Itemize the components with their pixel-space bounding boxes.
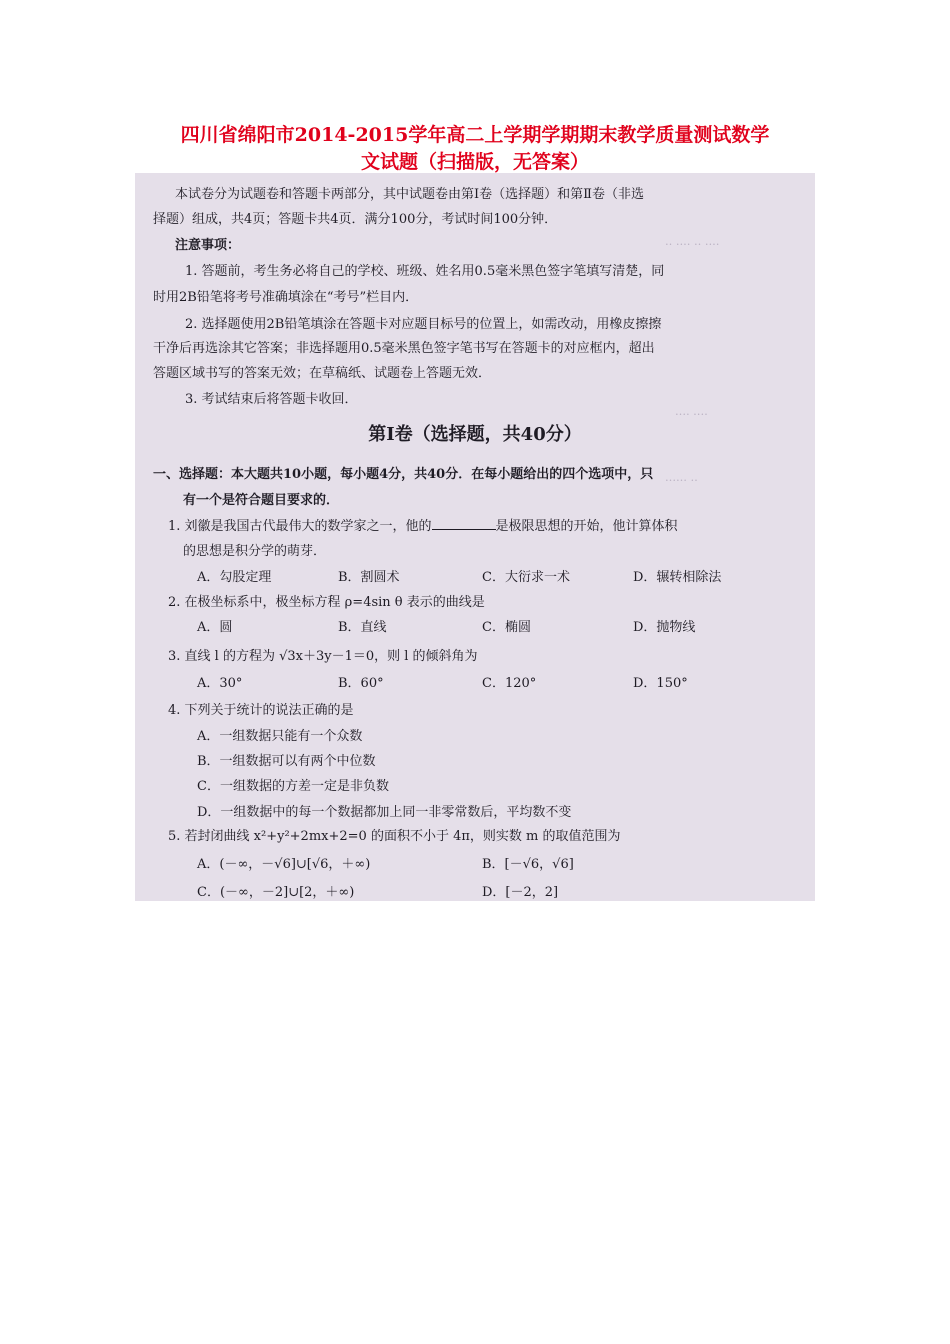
- question-5-stem: 5. 若封闭曲线 x²+y²+2mx+2=0 的面积不小于 4π，则实数 m 的取值范围为: [168, 829, 621, 844]
- question-4-option-b: B．一组数据可以有两个中位数: [197, 754, 376, 769]
- question-2-option-a: A．圆: [197, 620, 233, 635]
- question-1-stem: [168, 515, 678, 534]
- notes-heading: 注意事项：: [175, 238, 241, 253]
- scan-bleed-3: ‥‥‥ ‥: [665, 471, 698, 484]
- question-2-stem: 2. 在极坐标系中，极坐标方程 ρ=4sin θ 表示的曲线是: [168, 595, 485, 610]
- question-5-option-c: C．(－∞，－2]∪[2，＋∞): [197, 885, 355, 900]
- question-3-option-d: D．150°: [633, 676, 688, 691]
- document-title-line-1: 四川省绵阳市2014-2015学年高二上学期学期期末教学质量测试数学: [180, 124, 770, 146]
- question-4-stem: 4. 下列关于统计的说法正确的是: [168, 703, 354, 718]
- question-2-option-b: B．直线: [338, 620, 387, 635]
- scan-bleed-2: ‥‥ ‥‥: [675, 405, 708, 418]
- question-3-stem: 3. 直线 l 的方程为 √3x＋3y－1＝0，则 l 的倾斜角为: [168, 649, 478, 664]
- question-3-option-a: A．30°: [197, 676, 243, 691]
- note-2-line-1: 2. 选择题使用2B铅笔填涂在答题卡对应题目标号的位置上，如需改动，用橡皮擦擦: [185, 317, 662, 332]
- question-1-stem-before: 1. 刘徽是我国古代最伟大的数学家之一，他的: [168, 519, 432, 534]
- note-2-line-3: 答题区域书写的答案无效；在草稿纸、试题卷上答题无效．: [153, 366, 492, 381]
- question-1-blank: [432, 517, 496, 530]
- note-1-line-2: 时用2B铅笔将考号准确填涂在“考号”栏目内．: [153, 290, 419, 305]
- note-1-line-1: 1. 答题前，考生务必将自己的学校、班级、姓名用0.5毫米黑色签字笔填写清楚，同: [185, 264, 665, 279]
- scan-bleed-1: ‥ ‥‥ ‥ ‥‥: [665, 235, 720, 248]
- question-4-option-d: D．一组数据中的每一个数据都加上同一非零常数后，平均数不变: [197, 805, 572, 820]
- scanned-exam-page: [135, 173, 815, 901]
- question-1-option-a: A．勾股定理: [197, 570, 272, 585]
- note-3: 3. 考试结束后将答题卡收回．: [185, 392, 358, 407]
- question-3-option-c: C．120°: [482, 676, 537, 691]
- note-2-line-2: 干净后再选涂其它答案；非选择题用0.5毫米黑色签字笔书写在答题卡的对应框内，超出: [153, 341, 655, 356]
- question-2-option-d: D．抛物线: [633, 620, 696, 635]
- question-4-option-a: A．一组数据只能有一个众数: [197, 729, 363, 744]
- section-intro-line-2: 有一个是符合题目要求的．: [183, 493, 340, 508]
- question-1-option-b: B．割圆术: [338, 570, 400, 585]
- intro-line-2: 择题）组成，共4页；答题卡共4页．满分100分，考试时间100分钟．: [153, 212, 558, 227]
- question-1-option-d: D．辗转相除法: [633, 570, 722, 585]
- section-title: 第Ⅰ卷（选择题，共40分）: [368, 424, 582, 445]
- section-intro-line-1: 一、选择题：本大题共10小题，每小题4分，共40分．在每小题给出的四个选项中，只: [153, 467, 654, 482]
- document-title-line-2: 文试题（扫描版，无答案）: [360, 151, 589, 173]
- question-1-stem-line-2: 的思想是积分学的萌芽．: [183, 544, 327, 559]
- question-3-option-b: B．60°: [338, 676, 384, 691]
- question-2-option-c: C．椭圆: [482, 620, 531, 635]
- question-5-option-a: A．(－∞，－√6]∪[√6，＋∞): [197, 857, 371, 872]
- intro-line-1: 本试卷分为试题卷和答题卡两部分，其中试题卷由第Ⅰ卷（选择题）和第Ⅱ卷（非选: [175, 187, 644, 202]
- document-title: [120, 122, 830, 176]
- question-5-option-d: D．[－2，2]: [482, 885, 559, 900]
- question-1-stem-after: 是极限思想的开始，他计算体积: [495, 519, 678, 534]
- question-5-option-b: B．[－√6，√6]: [482, 857, 574, 872]
- question-1-option-c: C．大衍求一术: [482, 570, 570, 585]
- question-4-option-c: C．一组数据的方差一定是非负数: [197, 779, 389, 794]
